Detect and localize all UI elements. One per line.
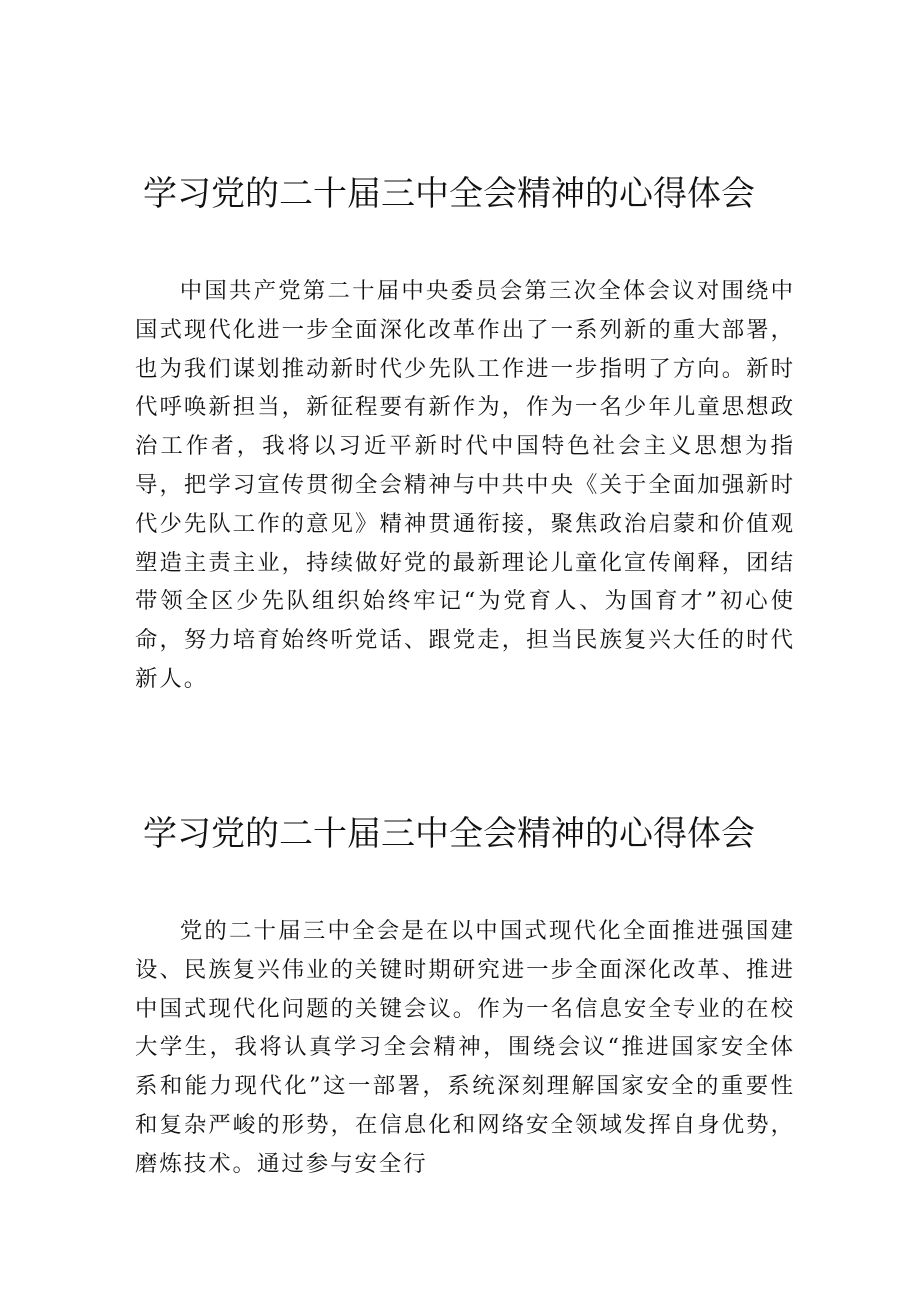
essay-section-1	[0, 168, 920, 692]
section-body: 中国共产党第二十届中央委员会第三次全体会议对围绕中国式现代化进一步全面深化改革作出了一系列新的重大部署，也为我们谋划推动新时代少先队工作进一步指明了方向。新时代呼唤新担当，新征程要有新作为，作为一名少年儿童思想政治工作者，我将以习近平新时代中国特色社会主义思想为指导，把学习宣传贯彻全会精神与中共中央《关于全面加强新时代少先队工作的意见》精神贯通衔接，聚焦政治启蒙和价值观塑造主责主业，持续做好党的最新理论儿童化宣传阐释，团结带领全区少先队组织始终牢记“为党育人、为国育才”初心使命，努力培育始终听党话、跟党走，担当民族复兴大任的时代新人。	[135, 278, 795, 692]
section-body: 党的二十届三中全会是在以中国式现代化全面推进强国建设、民族复兴伟业的关键时期研究进一步全面深化改革、推进中国式现代化问题的关键会议。作为一名信息安全专业的在校大学生，我将认真学习全会精神，围绕会议“推进国家安全体系和能力现代化”这一部署，系统深刻理解国家安全的重要性和复杂严峻的形势，在信息化和网络安全领域发挥自身优势，磨炼技术。通过参与安全行	[135, 918, 795, 1177]
section-title: 学习党的二十届三中全会精神的心得体会	[143, 174, 755, 214]
essay-section-2	[0, 808, 920, 1177]
section-title: 学习党的二十届三中全会精神的心得体会	[143, 814, 755, 854]
